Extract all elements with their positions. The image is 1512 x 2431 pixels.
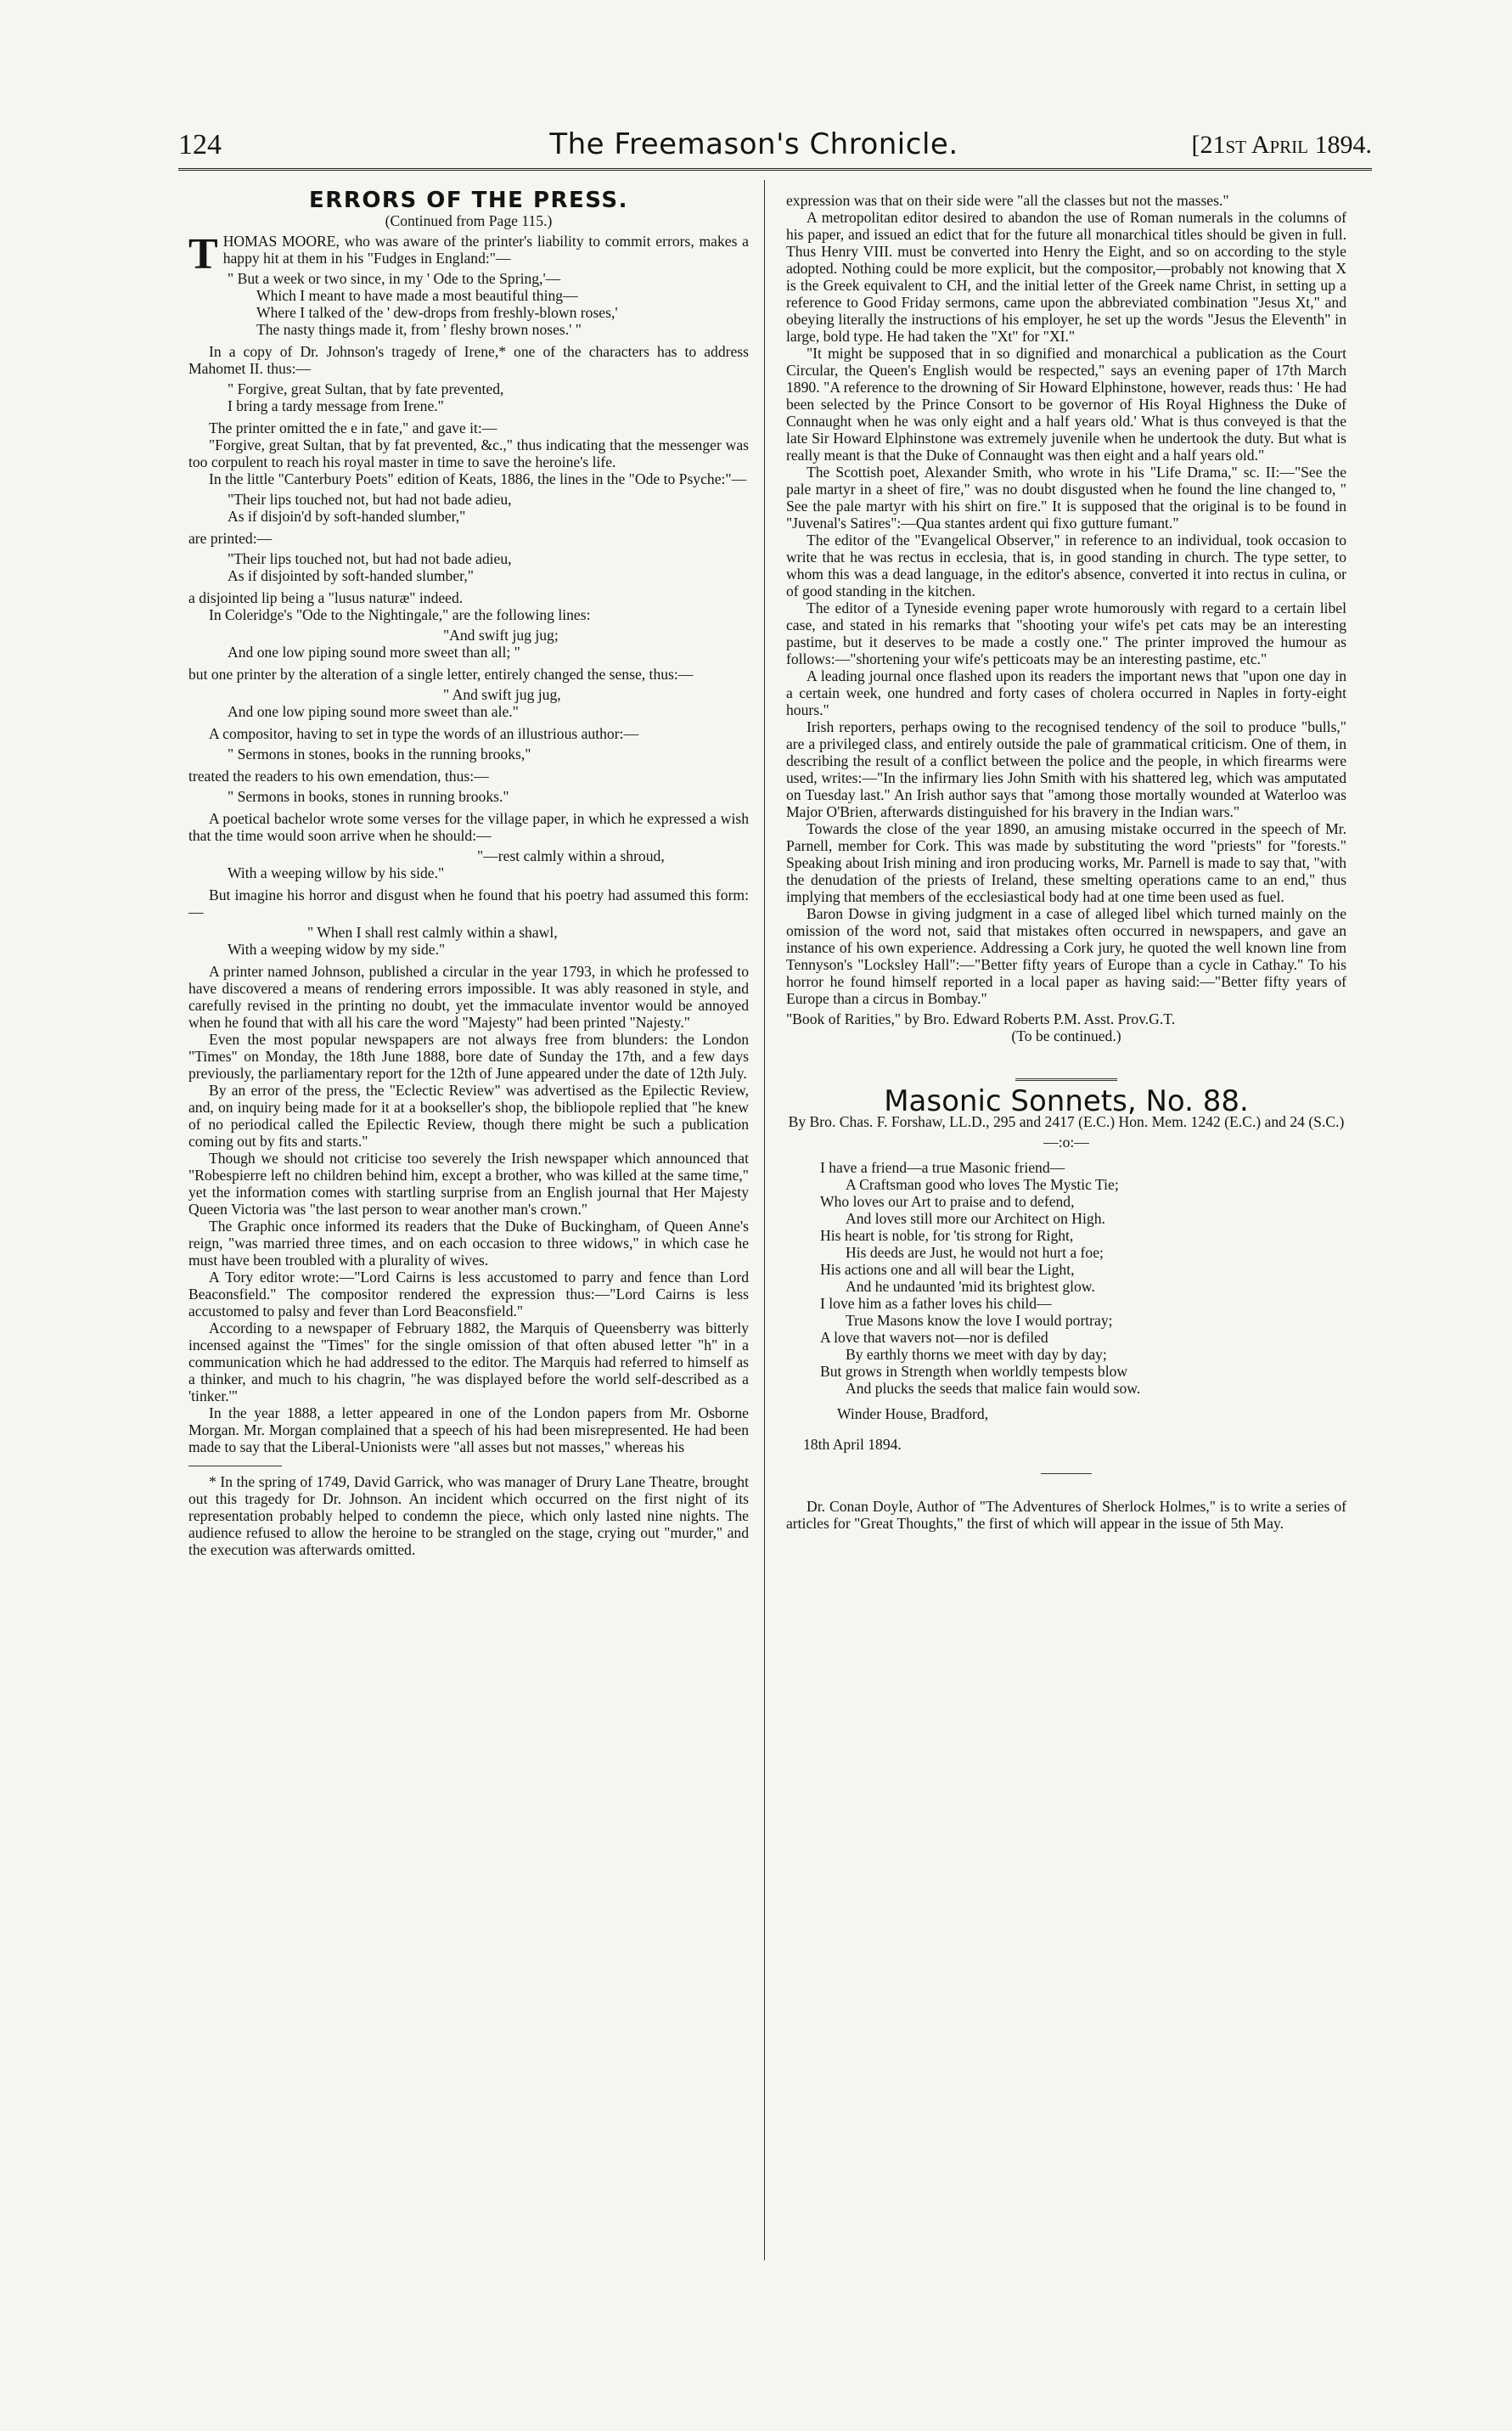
ornament: —:o:— <box>1043 1134 1089 1151</box>
paragraph: a disjointed lip being a "lusus naturæ" indeed. <box>188 589 464 606</box>
paragraph: A compositor, having to set in type the words of an illustrious author:— <box>209 725 639 742</box>
paragraph: Even the most popular newspapers are not always free from blunders: the London "Times" on Monday, the 18th June 1888, bore date of Sunday the 17th, and a few days previously, the parliamentary report for the 12th of June appeared under the date of 12th July. <box>188 1031 749 1082</box>
publication-title: The Freemason's Chronicle. <box>549 127 958 161</box>
paragraph: "It might be supposed that in so dignified and monarchical a publication as the Court Circular, the Queen's English would be respected," says an evening paper of 17th March 1890. "A reference to the drowning of Sir Howard Elphinstone, however, reads thus: ' He had been selected by the Prince Consort to be governor of His Royal Highness the Duke of Connaught when he was only eight and a half years old.' What is thus conveyed is that the late Sir Howard Elphinstone was extremely juvenile when he undertook the duty. But what is really meant is that the Duke of Connaught was then eight and a half years old." <box>786 345 1346 464</box>
verse-keats-misprint: "Their lips touched not, but had not bade adieu, As if disjointed by soft-handed slumber," <box>228 550 512 584</box>
verse-shroud: "—rest calmly within a shroud, With a weeping willow by his side." <box>228 847 665 881</box>
paragraph: A leading journal once flashed upon its readers the important news that "upon one day in a certain week, one hundred and forty cases of cholera occurred in Naples in forty-eight hours." <box>786 667 1346 718</box>
verse-coleridge-misprint: " And swift jug jug, And one low piping sound more sweet than ale." <box>228 686 561 720</box>
verse-shawl: " When I shall rest calmly within a shawl, With a weeping widow by my side." <box>228 924 558 958</box>
paragraph: The Graphic once informed its readers that the Duke of Buckingham, of Queen Anne's reign, "was married three times, and on each occasion to three widows," in which case he must have been troubled with a plurality of wives. <box>188 1218 749 1269</box>
article-heading: ERRORS OF THE PRESS. <box>309 188 628 213</box>
sonnet-byline: By Bro. Chas. F. Forshaw, LL.D., 295 and 2417 (E.C.) Hon. Mem. 1242 (E.C.) and 24 (S.C.) <box>788 1113 1345 1130</box>
paragraph: Irish reporters, perhaps owing to the recognised tendency of the soil to produce "bulls," are a privileged class, and entirely outside the pale of grammatical criticism. One of them, in describing the result of a conflict between the police and the people, in which firearms were used, writes:—"In the infirmary lies John Smith with his shattered leg, which was amputated on Tuesday last." An Irish author says that "among those mortally wounded at Waterloo was Major O'Brien, afterwards distinguished for his bravery in the Indian wars." <box>786 718 1346 820</box>
verse-moore: " But a week or two since, in my ' Ode to the Spring,'— Which I meant to have made a most beautiful thing— Where I talked of the ' dew-drops from freshly-blown roses,' The nasty things made it, from ' fleshy brown noses.' " <box>228 270 618 338</box>
paragraph: The editor of the "Evangelical Observer," in reference to an individual, took occasion to write that he was rectus in ecclesia, that is, in good standing in church. The type setter, to whom this was a dead language, in the editor's absence, converted it into rectus in culina, or of good standing in the kitchen. <box>786 532 1346 599</box>
paragraph: In a copy of Dr. Johnson's tragedy of Irene,* one of the characters has to address Mahomet II. thus:— <box>188 343 749 377</box>
paragraph: In Coleridge's "Ode to the Nightingale," are the following lines: <box>209 606 591 623</box>
notice-doyle: Dr. Conan Doyle, Author of "The Adventures of Sherlock Holmes," is to write a series of articles for "Great Thoughts," the first of which will appear in the issue of 5th May. <box>786 1498 1346 1532</box>
paragraph: A metropolitan editor desired to abandon the use of Roman numerals in the columns of his paper, and issued an edict that for the future all monarchical titles should be given in full. Thus Henry VIII. must be converted into Henry the Eight, and so on according to the style adopted. Nothing could be more explicit, but the compositor,—probably not knowing that X is the Greek equivalent to CH, and the initial letter of the Greek name Christ, in setting up a reference to Good Friday sermons, came upon the abbreviated combination "Jesus Xt," and obeying literally the instructions of his employer, he set up the words "Jesus the Eleventh" in large, bold type. He had taken the "Xt" for "XI." <box>786 209 1346 345</box>
paragraph: "Forgive, great Sultan, that by fat prevented, &c.," thus indicating that the messenger was too corpulent to reach his royal master in time to save the heroine's life. <box>188 436 749 470</box>
paragraph: By an error of the press, the "Eclectic Review" was advertised as the Epilectic Review, and, on inquiry being made for it at a bookseller's shop, the bibliopole replied that "he knew of no periodical called the Epilectic Review, though there might be such a publication coming out by fits and starts." <box>188 1082 749 1150</box>
paragraph: Though we should not criticise too severely the Irish newspaper which announced that "Robespierre left no children behind him, except a brother, who was killed at the same time," yet the information comes with startling surprise from an English journal that Her Majesty Queen Victoria was "the last person to wear another man's crown." <box>188 1150 749 1218</box>
paragraph: are printed:— <box>188 530 273 547</box>
paragraph: According to a newspaper of February 1882, the Marquis of Queensberry was bitterly incensed against the "Times" for the single omission of that often abused letter "h" in a communication which he had addressed to the editor. The Marquis had referred to himself as a thinker, and much to his chagrin, "he was displayed before the world self-described as a 'tinker.'" <box>188 1320 749 1404</box>
paragraph: But imagine his horror and disgust when he found that his poetry had assumed this form:— <box>188 886 749 920</box>
paragraph: The editor of a Tyneside evening paper wrote humorously with regard to a certain libel case, and stated in his remarks that "shooting your wife's pet cats may be an interesting pastime, but it deserves to be made a costly one." The printer improved the humour as follows:—"shortening your wife's petticoats may be an interesting pastime, etc." <box>786 599 1346 667</box>
issue-date: [21st April 1894. <box>1191 131 1372 159</box>
paragraph: The Scottish poet, Alexander Smith, who wrote in his "Life Drama," sc. II:—"See the pale martyr in a sheet of fire," was no doubt disgusted when he found the line changed to, " See the pale martyr with his shirt on fire." It is supposed that the original is to be found in "Juvenal's Satires":—Qua stantes ardent qui fixo gutture fumant." <box>786 464 1346 532</box>
right-column <box>786 192 1346 1532</box>
paragraph: Towards the close of the year 1890, an amusing mistake occurred in the speech of Mr. Parnell, member for Cork. This was made by substituting the word "priests" for "forests." Speaking about Irish mining and iron producing works, Mr. Parnell is made to say that, "with the denudation of the priests of Ireland, these smelting operations came to an end," thus implying that members of the ecclesiastical body had at one time been used as fuel. <box>786 820 1346 905</box>
paragraph: A poetical bachelor wrote some verses for the village paper, in which he expressed a wish that the time would soon arrive when he should:— <box>188 810 749 844</box>
column-divider <box>764 180 765 2260</box>
paragraph: The printer omitted the e in fate," and gave it:— <box>209 419 497 436</box>
verse-coleridge-original: "And swift jug jug; And one low piping sound more sweet than all; " <box>228 627 559 661</box>
page-number: 124 <box>178 129 222 160</box>
verse-sermons-misprint: " Sermons in books, stones in running brooks." <box>228 788 509 805</box>
verse-irene: " Forgive, great Sultan, that by fate prevented, I bring a tardy message from Irene." <box>228 380 504 414</box>
paragraph: In the year 1888, a letter appeared in one of the London papers from Mr. Osborne Morgan. Mr. Morgan complained that a speech of his had been misrepresented. He had been made to say that the Liberal-Unionists were "all asses but not masses," whereas his <box>188 1404 749 1455</box>
masthead-rule <box>178 168 1372 171</box>
verse-sermons-original: " Sermons in stones, books in the running brooks," <box>228 746 531 763</box>
paragraph: Baron Dowse in giving judgment in a case of alleged libel which turned mainly on the omission of the word not, said that mistakes often occurred in newspapers, and gave an instance of his own experience. Addressing a Cork jury, he quoted the well known line from Tennyson's "Locksley Hall":—"Better fifty years of Europe than a cycle in Cathay." To his horror he found himself reported in a local paper as having said:—"Better fifty years of Europe than a circus in Bombay." <box>786 905 1346 1007</box>
intro-paragraph: THOMAS MOORE, who was aware of the printer's liability to commit errors, makes a happy hit at them in his "Fudges in England:"— <box>188 230 749 279</box>
left-column <box>188 188 749 1558</box>
verse-keats-original: "Their lips touched not, but had not bade adieu, As if disjoin'd by soft-handed slumber," <box>228 491 512 525</box>
paragraph: but one printer by the alteration of a single letter, entirely changed the sense, thus:— <box>188 666 694 683</box>
to-be-continued: (To be continued.) <box>1011 1027 1121 1044</box>
sonnet-place: Winder House, Bradford, <box>837 1405 989 1422</box>
footnote: * In the spring of 1749, David Garrick, who was manager of Drury Lane Theatre, brought out this tragedy for Dr. Johnson. An incident which occurred on the first night of its representation probably helped to condemn the piece, which only lasted nine nights. The audience refused to allow the heroine to be strangled on the stage, crying out "murder," and the execution was afterwards omitted. <box>188 1473 749 1558</box>
paragraph: A printer named Johnson, published a circular in the year 1793, in which he professed to have discovered a means of rendering errors impossible. It was ably reasoned in style, and carefully revised in the printing no doubt, yet the immaculate inventor would be annoyed when he found that with all his care the word "Majesty" had been printed "Najesty." <box>188 963 749 1031</box>
continued-note: (Continued from Page 115.) <box>385 212 553 229</box>
paragraph: treated the readers to his own emendation, thus:— <box>188 768 489 785</box>
masthead <box>136 127 1372 170</box>
short-separator <box>1041 1473 1092 1474</box>
source-credit: "Book of Rarities," by Bro. Edward Roberts P.M. Asst. Prov.G.T. <box>786 1010 1176 1027</box>
section-separator <box>1015 1078 1117 1081</box>
drop-cap: T <box>188 230 218 279</box>
paragraph: In the little "Canterbury Poets" edition of Keats, 1886, the lines in the "Ode to Psyche:"— <box>209 470 747 487</box>
paragraph: A Tory editor wrote:—"Lord Cairns is less accustomed to parry and fence than Lord Beaconsfield." The compositor rendered the expression thus:—"Lord Cairns is less accustomed to palsy and fever than Lord Beaconsfield." <box>188 1269 749 1320</box>
sonnet-date: 18th April 1894. <box>803 1436 902 1453</box>
sonnet-heading: Masonic Sonnets, No. 88. <box>884 1084 1249 1118</box>
sonnet-verse: I have a friend—a true Masonic friend— A Craftsman good who loves The Mystic Tie; Who loves our Art to praise and to defend, And loves still more our Architect on High. His heart is noble, for 'tis strong for Right, His deeds are Just, he would not hurt a foe; His actions one and all will bear the Light, And he undaunted 'mid its brightest glow. I love him as a father loves his child— True Masons know the love I would portray; A love that wavers not—nor is defiled By earthly thorns we meet with day by day; But grows in Strength when worldly tempests blow And plucks the seeds that malice fain would sow. <box>820 1159 1141 1397</box>
paragraph: expression was that on their side were "all the classes but not the masses." <box>786 192 1229 209</box>
